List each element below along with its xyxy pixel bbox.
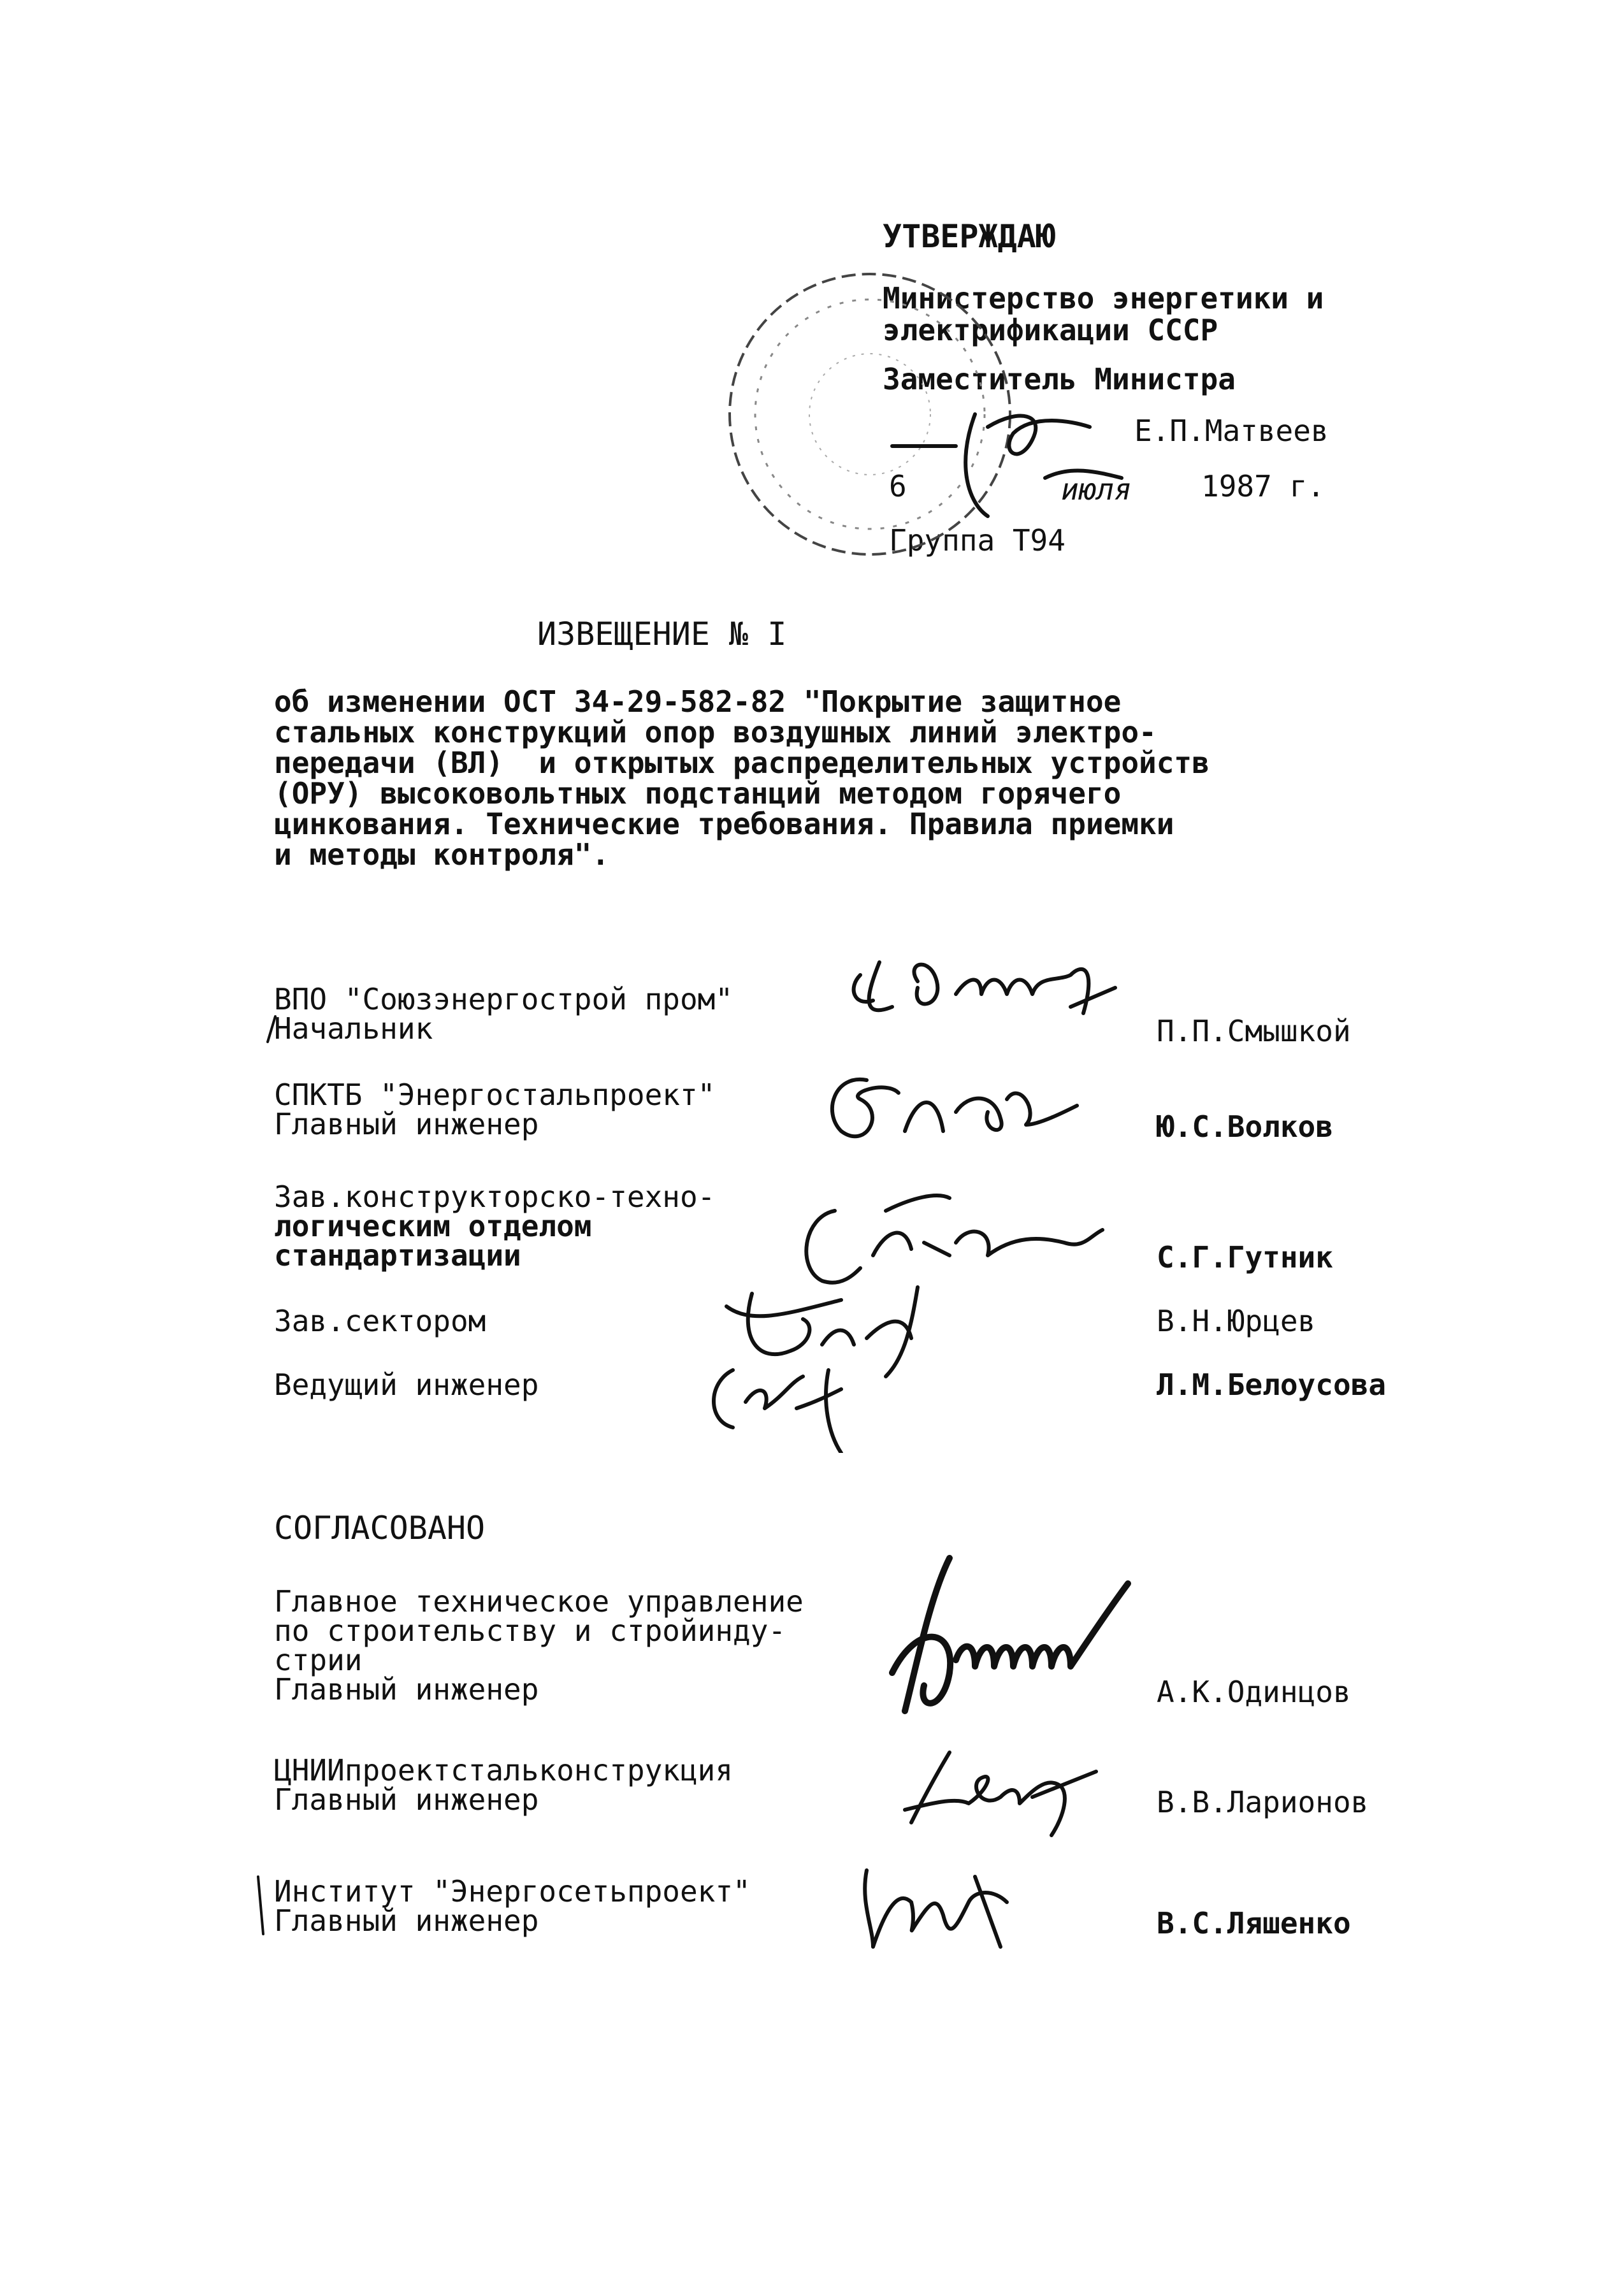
ministry-line-1: Министерство энергетики и <box>883 281 1324 315</box>
notice-body-line: цинкования. Технические требования. Правила приемки <box>274 807 1174 841</box>
signatory-name: С.Г.Гутник <box>1157 1240 1333 1274</box>
margin-mark <box>252 1870 271 1947</box>
agreement-role: Главный инженер <box>274 1672 539 1707</box>
agreement-role: Главный инженер <box>274 1903 539 1938</box>
signature-org: стандартизации <box>274 1238 521 1273</box>
signatory-name: В.Н.Юрцев <box>1157 1304 1316 1338</box>
approver-signature <box>879 389 1153 529</box>
agreement-org: ЦНИИпроектстальконструкция <box>274 1753 733 1787</box>
handwritten-signature <box>695 1345 886 1453</box>
signature-org: Зав.конструкторско-техно- <box>274 1180 716 1214</box>
signature-role: Начальник <box>274 1011 433 1046</box>
notice-body-line: (ОРУ) высоковольтных подстанций методом горячего <box>274 776 1122 811</box>
signatory-name: П.П.Смышкой <box>1157 1014 1351 1048</box>
approver-name: Е.П.Матвеев <box>1134 414 1329 448</box>
signatory-name: Ю.С.Волков <box>1157 1109 1333 1144</box>
approver-position: Заместитель Министра <box>883 362 1236 396</box>
handwritten-signature <box>854 1545 1147 1736</box>
handwritten-signature <box>841 937 1160 1032</box>
agreement-name: В.В.Ларионов <box>1157 1785 1369 1819</box>
margin-mark <box>261 985 280 1048</box>
agreement-org: стрии <box>274 1643 363 1677</box>
ministry-line-2: электрификации СССР <box>883 313 1218 347</box>
date-year: 1987 г. <box>1201 469 1325 503</box>
handwritten-signature <box>892 1733 1109 1842</box>
approval-heading: УТВЕРЖДАЮ <box>883 218 1055 255</box>
agreement-role: Главный инженер <box>274 1782 539 1817</box>
date-month: июля <box>1061 472 1132 507</box>
agreement-org: по строительству и стройинду- <box>274 1614 786 1648</box>
notice-body-line: и методы контроля". <box>274 837 610 872</box>
signature-org: логическим отделом <box>274 1209 592 1243</box>
notice-body-line: передачи (ВЛ) и открытых распределительных устройств <box>274 746 1210 780</box>
handwritten-signature <box>848 1851 1026 1966</box>
agreement-name: А.К.Одинцов <box>1157 1675 1351 1709</box>
group-code: Группа Т94 <box>889 523 1065 558</box>
signature-role: Ведущий инженер <box>274 1368 539 1402</box>
notice-body-line: стальных конструкций опор воздушных линий электро- <box>274 715 1157 749</box>
signatory-name: Л.М.Белоусова <box>1157 1368 1387 1402</box>
signature-role: Главный инженер <box>274 1107 539 1141</box>
notice-title: ИЗВЕЩЕНИЕ № I <box>537 616 787 653</box>
handwritten-signature <box>809 1055 1096 1150</box>
signature-org: ВПО "Союзэнергострой пром" <box>274 982 733 1016</box>
signature-org: СПКТБ "Энергостальпроект" <box>274 1078 716 1112</box>
signature-role: Зав.сектором <box>274 1304 486 1338</box>
notice-body-line: об изменении ОСТ 34-29-582-82 "Покрытие защитное <box>274 684 1122 719</box>
agreement-org: Институт "Энергосетьпроект" <box>274 1874 751 1909</box>
agreement-org: Главное техническое управление <box>274 1584 804 1619</box>
agreement-heading: СОГЛАСОВАНО <box>274 1510 486 1547</box>
agreement-name: В.С.Ляшенко <box>1157 1906 1351 1940</box>
date-day: 6 <box>889 469 907 503</box>
